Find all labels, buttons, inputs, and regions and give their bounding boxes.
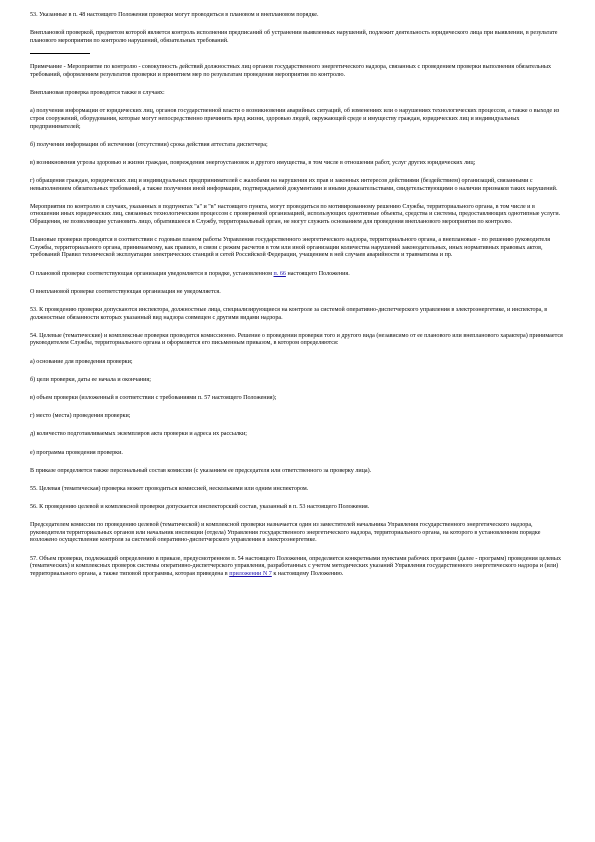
list-item-v-scope: в) объем проверки (изложенный в соответствии с требованиями п. 57 настоящего Положения); — [30, 394, 277, 401]
p57-text-after: к настоящему Положению. — [271, 570, 344, 577]
paragraph-planned-checks: Плановые проверки проводятся в соответствии с годовым планом работы Управления государственного энергетического надзора, территориального органа, а внеплановые - по решению руководителя Службы, территориального органа, принимаемому, как правило, в связи с режим расчетов в том или иной организации количества нарушений законодательных, иных нормативных правовых актов, требований Правил технической эксплуатации электрических станций и сетей Российской Федерации, учащением в ней случаев аварийности и травматизма и пр. — [30, 237, 551, 259]
paragraph-control-measures: Мероприятия по контролю в случаях, указанных в подпунктах "а" и "в" настоящего пункта, могут проводиться по мотивированному решению Службы, территориального органа, в том числе и в отношении иных юридических лиц, связанных технологическим процессом с проверяемой организацией, использующих однотипные объекты, средства и системы, предоставляющих однотипные услуги. Обращения, не позволяющие установить лицо, обратившееся в Службу, территориальный орган, не могут служить основанием для проведения внепланового мероприятия по контролю. — [30, 203, 561, 226]
list-item-g-place: г) место (места) проведения проверки; — [30, 413, 131, 420]
paragraph-53-intro: 53. Указанные в п. 48 настоящего Положения проверки могут проводиться в плановом и внеплановом порядке. — [30, 12, 319, 18]
paragraph-unplanned-cases: Внеплановая проверка проводится также в случаях: — [30, 90, 165, 97]
paragraph-56: 56. К проведению целевой и комплексной проверки допускается инспекторский состав, указанный в п. 53 настоящего Положения. — [30, 504, 370, 511]
list-item-b: б) получения информации об истечении (отсутствии) срока действия аттестата диспетчера; — [30, 141, 268, 148]
p57-text-before: 57. Объем проверки, подлежащий определению в приказе, предусмотренном п. 54 настоящего Положения, определяется конкретными пунктами рабочих программ (далее - программ) проведения целевых (тематических) и комплексных проверок системы оперативно-диспетчерского управления, разработанных с учетом методических указаний Управления государственного энергетического надзора и (или) территориального органа, а также типовой программы, которая приведена в — [30, 555, 561, 577]
paragraph-unplanned-notice: О внеплановой проверке соответствующая организация не уведомляется. — [30, 288, 221, 295]
notice-text-after: настоящего Положения. — [285, 270, 350, 277]
list-item-v: в) возникновения угрозы здоровью и жизни граждан, повреждения энергоустановок и другого имущества, в том числе в отношении работ, услуг других юридических лиц; — [30, 159, 476, 166]
list-item-e-program: е) программа проведения проверки. — [30, 449, 123, 456]
link-appendix-7[interactable]: приложении N 7 — [229, 570, 272, 577]
paragraph-55: 55. Целевая (тематическая) проверка может проводиться комиссией, несколькими или одним инспектором. — [30, 485, 309, 492]
paragraph-chairman: Председателем комиссии по проведению целевой (тематической) и комплексной проверки назначается один из заместителей начальника Управления государственного энергетического надзора, руководителя территориальных органов или начальник инспекции (отдела) Управления государственного энергетического надзора, территориального органа, на которого в установленном порядке возложено осуществление контроля за системой оперативно-диспетчерского управления в электроэнергетике. — [30, 522, 541, 544]
paragraph-commission: В приказе определяется также персональный состав комиссии (с указанием ее председателя или ответственного за проверку лица). — [30, 467, 372, 474]
list-item-d-copies: д) количество подготавливаемых экземпляров акта проверки и адреса их рассылки; — [30, 431, 247, 438]
paragraph-57 — [30, 556, 565, 579]
paragraph-note: Примечание - Мероприятие по контролю - совокупность действий должностных лиц органов государственного энергетического надзора, связанных с проведением проверки выполнения обязательных требований, оформлением результатов проверки и принятием мер по результатам проведения мероприятия по контролю. — [30, 64, 552, 78]
paragraph-unplanned-subject: Внеплановой проверкой, предметом которой является контроль исполнения предписаний об устранении выявленных нарушений, подлежит деятельность юридического лица при выявлении, в результате планового мероприятия по контролю нарушений, обязательных требований. — [30, 30, 558, 44]
paragraph-planned-notice — [30, 271, 565, 279]
paragraph-53-inspectors: 53. К проведению проверки допускаются инспектора, должностные лица, специализирующиеся на контроле за системой оперативно-диспетчерского управления в электроэнергетике, и инспектора, в должностные обязанности которых указанный вид надзора совмещен с другими видами надзора. — [30, 307, 548, 321]
list-item-g: г) обращения граждан, юридических лиц и индивидуальных предпринимателей с жалобами на нарушения их прав и законных интересов действиями (бездействием) организаций, связанными с невыполнением обязательных требований, а также получения иной информации, подтверждаемой документами и иными доказательствами, свидетельствующими о наличии признаков таких нарушений. — [30, 178, 558, 192]
paragraph-54: 54. Целевые (тематические) и комплексные проверки проводятся комиссионно. Решение о проведении проверки того и другого вида (независимо от ее планового или внепланового характера) принимается руководителем Службы, территориального органа и оформляется его письменным приказом, в котором определяются: — [30, 332, 563, 347]
list-item-a-basis: а) основание для проведения проверки; — [30, 358, 133, 365]
footnote-separator — [30, 53, 90, 54]
notice-text-before: О плановой проверке соответствующая организация уведомляется в порядке, установленном — [30, 270, 274, 277]
list-item-b-goals: б) цели проверки, даты ее начала и окончания; — [30, 376, 151, 383]
list-item-a: а) получения информации от юридических лиц, органов государственной власти о возникновении аварийных ситуаций, об изменениях или о нарушениях технологических процессов, а также о выходе из строя сооружений, оборудования, которые могут непосредственно причинить вред жизни, здоровью людей, окружающей среде и имуществу граждан, юридических лиц и индивидуальных предпринимателей; — [30, 108, 560, 130]
link-p66[interactable]: п. 66 — [273, 270, 286, 277]
